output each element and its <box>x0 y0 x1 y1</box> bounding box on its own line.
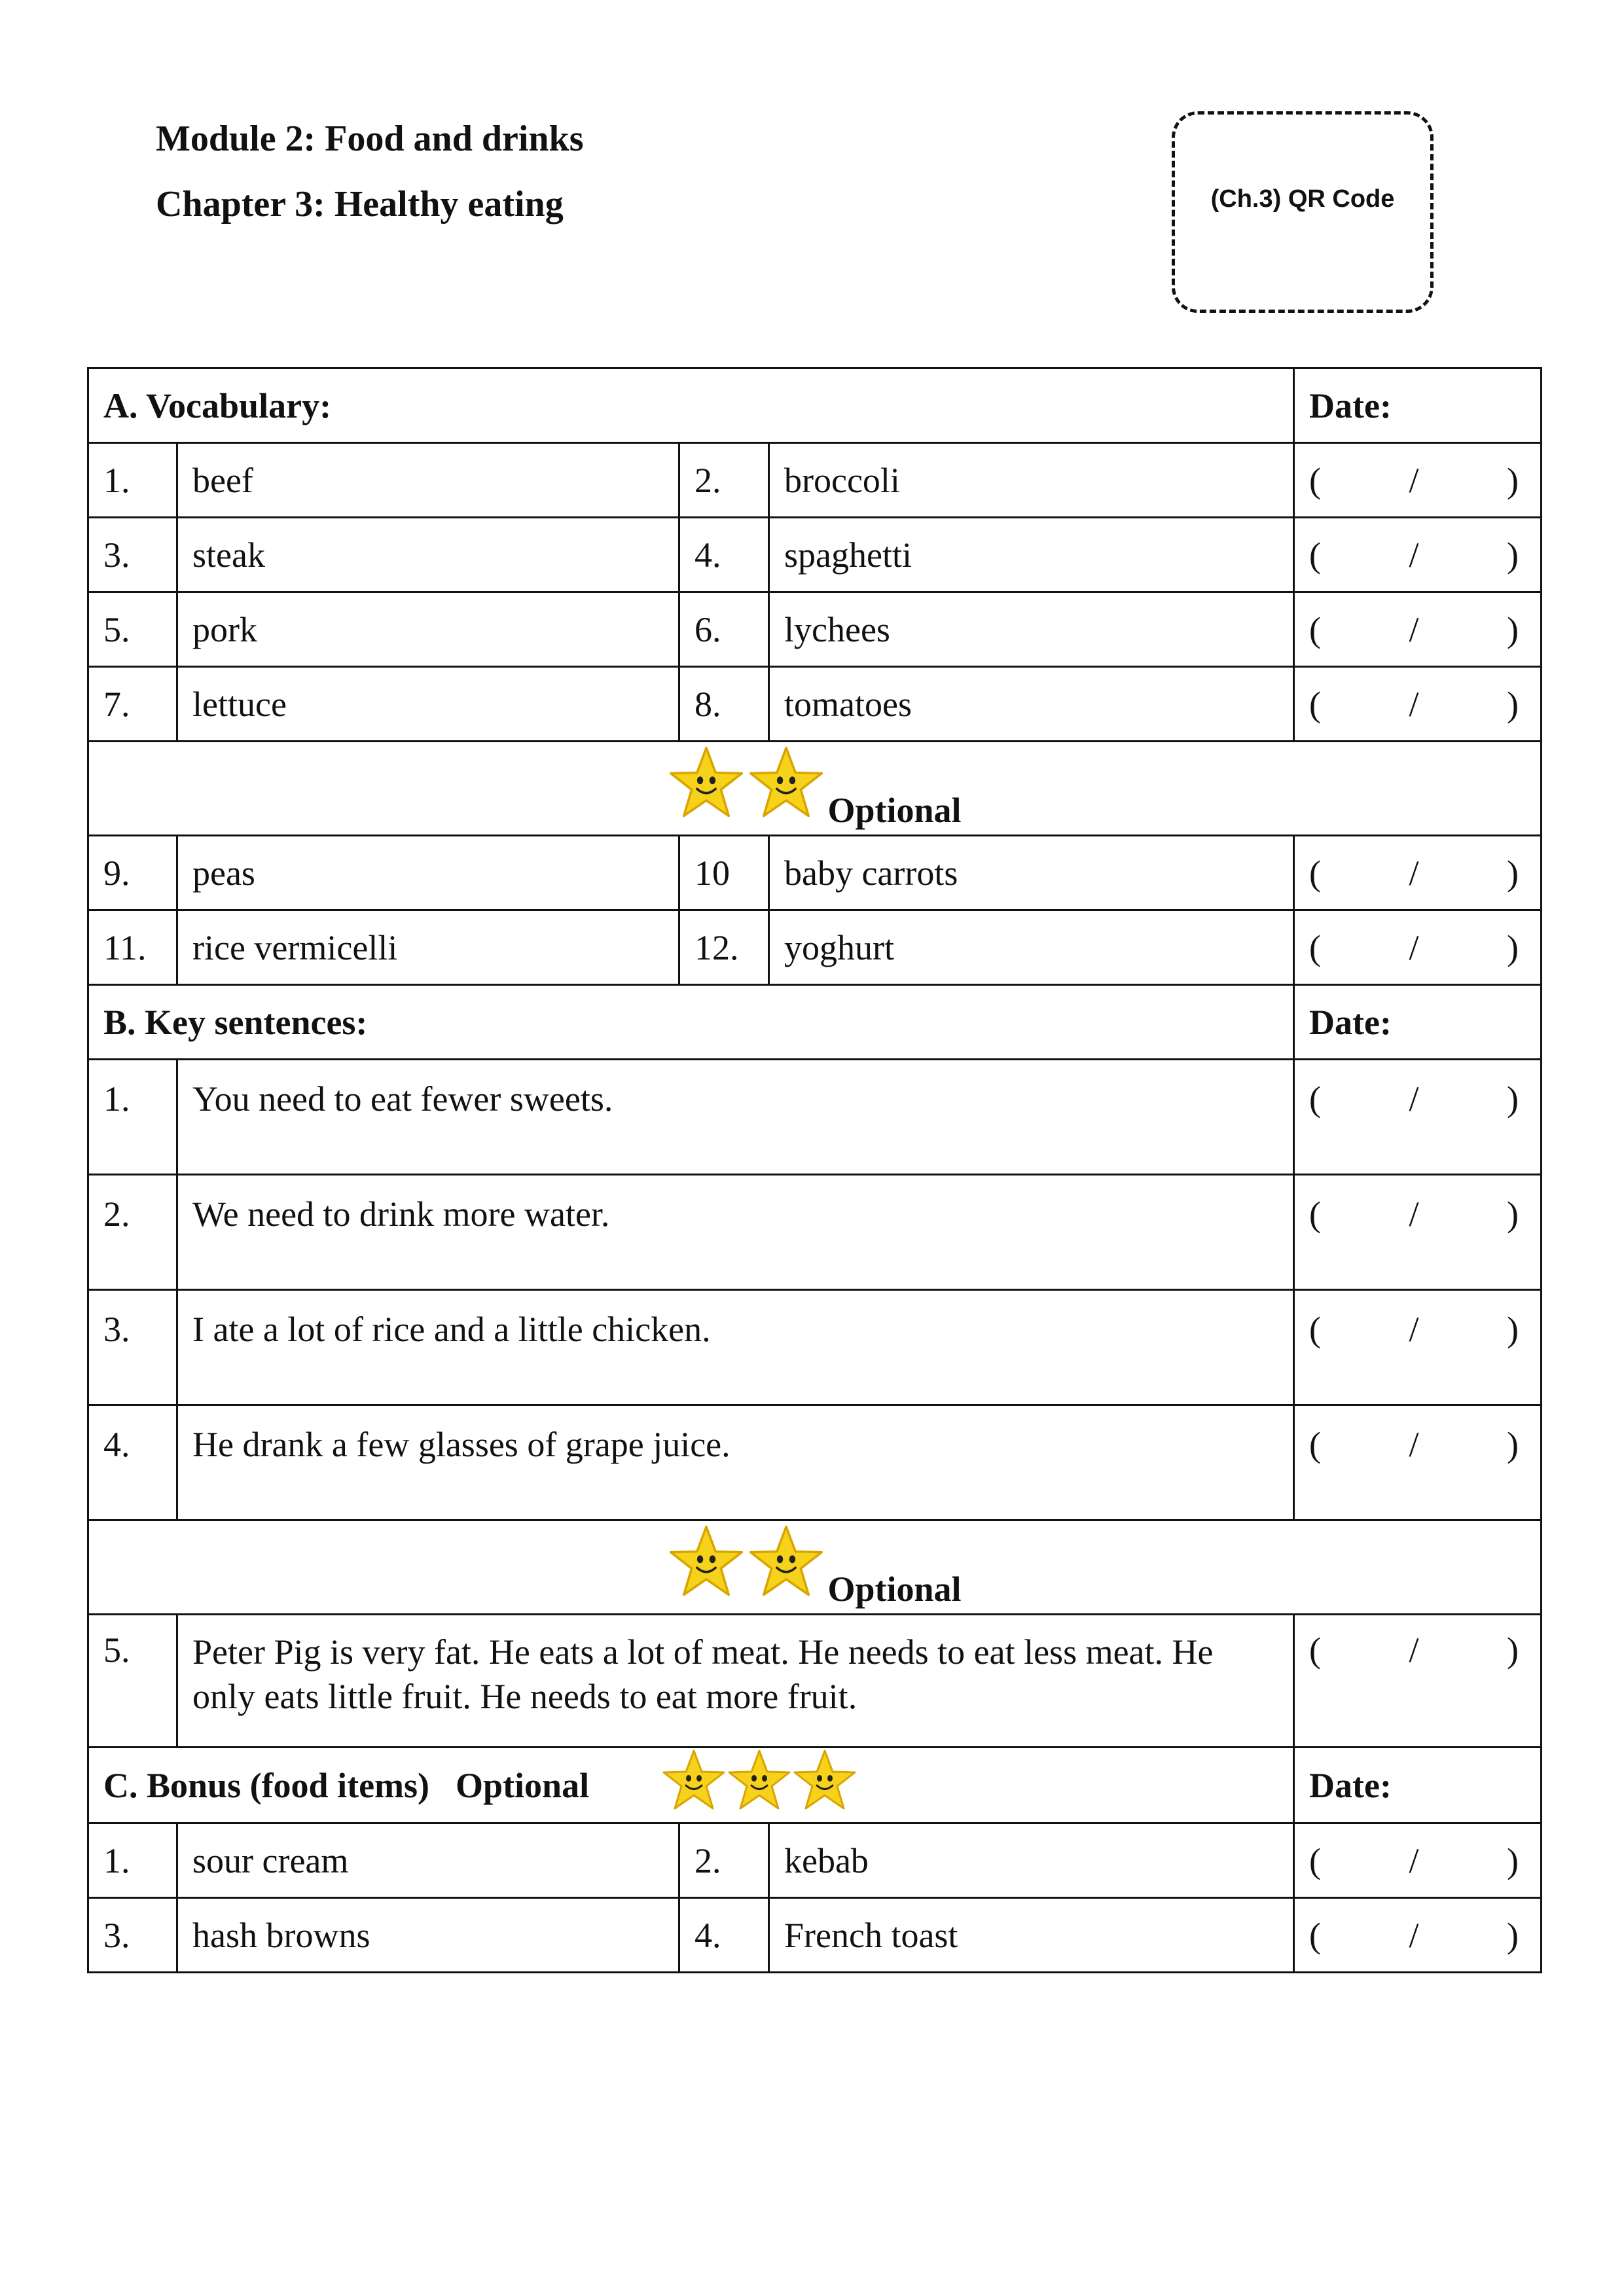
vocab-word: kebab <box>769 1823 1294 1898</box>
vocab-word: sour cream <box>177 1823 679 1898</box>
vocab-row <box>88 518 1542 592</box>
date-blank <box>1294 910 1542 985</box>
vocab-word: French toast <box>769 1898 1294 1973</box>
vocab-word: yoghurt <box>769 910 1294 985</box>
smiley-star-icon <box>668 1524 745 1609</box>
date-blank-text: ( / ) <box>1309 1079 1519 1119</box>
vocab-row <box>88 836 1542 910</box>
date-blank-text: ( / ) <box>1309 1915 1519 1955</box>
item-number: 4. <box>679 1898 769 1973</box>
vocab-row <box>88 667 1542 742</box>
sentence-row <box>88 1405 1542 1520</box>
vocab-word: pork <box>177 592 679 667</box>
section-b-header-row <box>88 985 1542 1060</box>
item-number: 3. <box>88 1290 177 1405</box>
item-number: 2. <box>679 443 769 518</box>
bonus-row <box>88 1898 1542 1973</box>
section-b-optional-row <box>88 1520 1542 1615</box>
section-b-title: B. Key sentences: <box>88 985 1294 1060</box>
date-blank-text: ( / ) <box>1309 460 1519 500</box>
section-a-optional-row <box>88 742 1542 836</box>
vocab-word: rice vermicelli <box>177 910 679 985</box>
optional-label: Optional <box>456 1765 590 1805</box>
module-title: Module 2: Food and drinks <box>156 118 584 159</box>
smiley-star-icon <box>661 1748 727 1814</box>
item-number: 5. <box>88 1615 177 1748</box>
optional-label: Optional <box>827 1570 962 1609</box>
smiley-star-icon <box>748 1524 825 1601</box>
smiley-star-icon <box>668 745 745 822</box>
smiley-star-icon <box>748 745 825 822</box>
optional-label: Optional <box>827 791 962 830</box>
date-label: Date: <box>1294 1748 1542 1823</box>
item-number: 9. <box>88 836 177 910</box>
item-number: 12. <box>679 910 769 985</box>
item-number: 2. <box>88 1175 177 1290</box>
date-blank-text: ( / ) <box>1309 1630 1519 1670</box>
sentence-text: We need to drink more water. <box>177 1175 1294 1290</box>
date-blank <box>1294 592 1542 667</box>
qr-code-label: (Ch.3) QR Code <box>1210 185 1395 213</box>
section-a-title: A. Vocabulary: <box>88 368 1294 443</box>
smiley-star-icon <box>668 1524 745 1601</box>
item-number: 1. <box>88 1060 177 1175</box>
sentence-text: He drank a few glasses of grape juice. <box>177 1405 1294 1520</box>
date-blank <box>1294 1405 1542 1520</box>
vocab-row <box>88 592 1542 667</box>
item-number: 1. <box>88 443 177 518</box>
smiley-star-icon <box>727 1748 792 1814</box>
sentence-text: You need to eat fewer sweets. <box>177 1060 1294 1175</box>
smiley-star-icon <box>792 1748 857 1814</box>
item-number: 10 <box>679 836 769 910</box>
date-blank-text: ( / ) <box>1309 1425 1519 1464</box>
date-blank-text: ( / ) <box>1309 1840 1519 1880</box>
qr-code-placeholder <box>1172 111 1434 313</box>
date-blank-text: ( / ) <box>1309 1194 1519 1234</box>
vocab-word: peas <box>177 836 679 910</box>
item-number: 5. <box>88 592 177 667</box>
date-blank-text: ( / ) <box>1309 684 1519 724</box>
date-blank <box>1294 518 1542 592</box>
vocab-row <box>88 443 1542 518</box>
item-number: 4. <box>88 1405 177 1520</box>
date-blank-text: ( / ) <box>1309 927 1519 967</box>
date-blank <box>1294 1823 1542 1898</box>
date-blank-text: ( / ) <box>1309 535 1519 575</box>
smiley-star-icon <box>668 745 745 831</box>
vocab-word: lettuce <box>177 667 679 742</box>
vocab-row <box>88 910 1542 985</box>
date-label: Date: <box>1294 368 1542 443</box>
sentence-text: I ate a lot of rice and a little chicken. <box>177 1290 1294 1405</box>
paragraph-row <box>88 1615 1542 1748</box>
smiley-star-icon <box>792 1748 857 1822</box>
date-blank <box>1294 443 1542 518</box>
date-blank <box>1294 1060 1542 1175</box>
vocab-word: lychees <box>769 592 1294 667</box>
date-blank <box>1294 836 1542 910</box>
vocab-word: baby carrots <box>769 836 1294 910</box>
date-blank <box>1294 1290 1542 1405</box>
sentence-row <box>88 1175 1542 1290</box>
vocab-word: beef <box>177 443 679 518</box>
date-blank-text: ( / ) <box>1309 853 1519 893</box>
chapter-title: Chapter 3: Healthy eating <box>156 184 564 224</box>
worksheet <box>87 367 1540 1973</box>
sentence-row <box>88 1290 1542 1405</box>
item-number: 3. <box>88 1898 177 1973</box>
item-number: 7. <box>88 667 177 742</box>
smiley-star-icon <box>748 1524 825 1609</box>
date-blank <box>1294 1898 1542 1973</box>
section-c-title: C. Bonus (food items) <box>103 1765 430 1805</box>
smiley-star-icon <box>748 745 825 831</box>
item-number: 4. <box>679 518 769 592</box>
bonus-row <box>88 1823 1542 1898</box>
item-number: 3. <box>88 518 177 592</box>
section-a-header-row <box>88 368 1542 443</box>
vocab-word: spaghetti <box>769 518 1294 592</box>
paragraph-text: Peter Pig is very fat. He eats a lot of meat. He needs to eat less meat. He only eats little fruit. He needs to eat more fruit. <box>177 1615 1294 1748</box>
item-number: 8. <box>679 667 769 742</box>
date-blank <box>1294 1615 1542 1748</box>
vocab-word: hash browns <box>177 1898 679 1973</box>
date-blank-text: ( / ) <box>1309 1310 1519 1349</box>
section-c-header-row <box>88 1748 1542 1823</box>
date-blank <box>1294 1175 1542 1290</box>
item-number: 6. <box>679 592 769 667</box>
item-number: 11. <box>88 910 177 985</box>
date-blank <box>1294 667 1542 742</box>
smiley-star-icon <box>661 1748 727 1822</box>
date-blank-text: ( / ) <box>1309 609 1519 649</box>
sentence-row <box>88 1060 1542 1175</box>
vocab-word: broccoli <box>769 443 1294 518</box>
smiley-star-icon <box>727 1748 792 1822</box>
worksheet-table <box>87 367 1542 1973</box>
vocab-word: tomatoes <box>769 667 1294 742</box>
date-label: Date: <box>1294 985 1542 1060</box>
vocab-word: steak <box>177 518 679 592</box>
item-number: 2. <box>679 1823 769 1898</box>
item-number: 1. <box>88 1823 177 1898</box>
